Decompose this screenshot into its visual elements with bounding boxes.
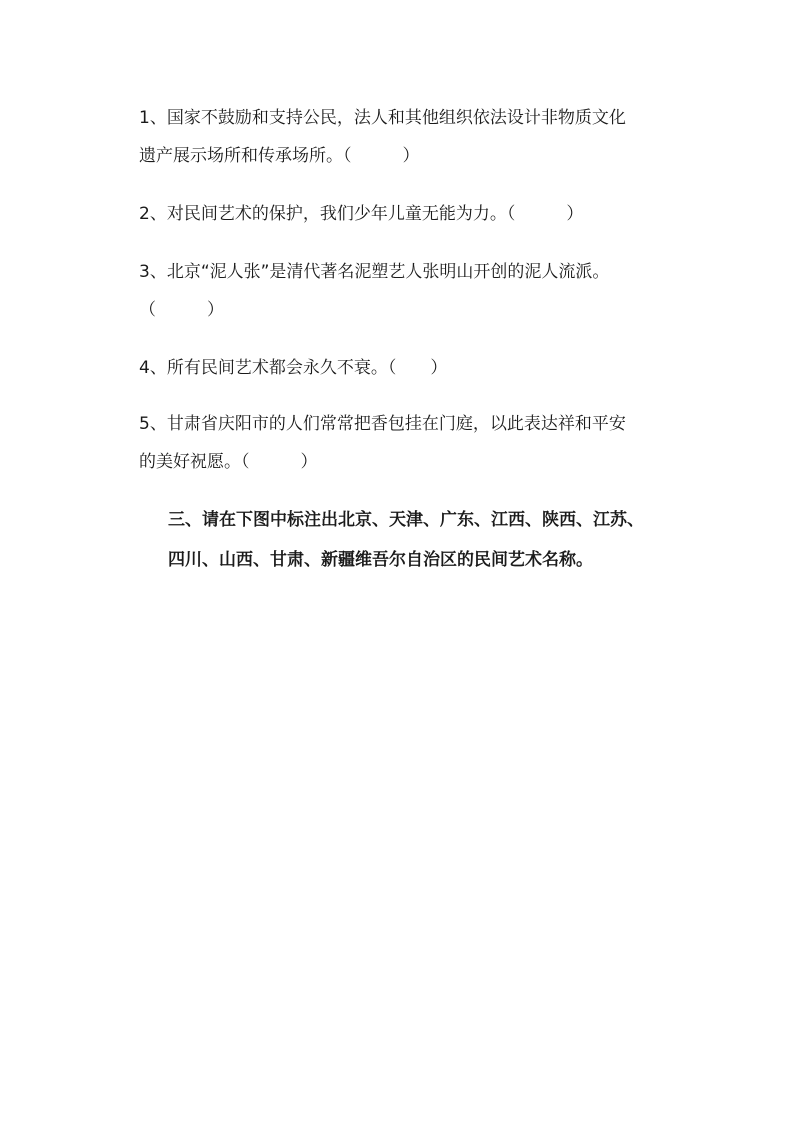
section-3-line-1: 三、请在下图中标注出北京、天津、广东、江西、陕西、江苏、: [168, 510, 644, 530]
question-3-line-1: 3、北京“泥人张”是清代著名泥塑艺人张明山开创的泥人流派。: [139, 262, 610, 282]
question-4-line-1: 4、所有民间艺术都会永久不衰。（ ）: [139, 358, 448, 378]
question-3: [139, 253, 679, 329]
section-3-heading: [168, 500, 688, 580]
question-5-line-1: 5、甘肃省庆阳市的人们常常把香包挂在门庭，以此表达祥和平安: [139, 414, 626, 434]
question-3-line-2: （ ）: [139, 300, 224, 320]
question-4: [139, 349, 679, 387]
question-1-line-1: 1、国家不鼓励和支持公民，法人和其他组织依法设计非物质文化: [139, 108, 626, 128]
question-2: [139, 195, 679, 233]
question-5-line-2: 的美好祝愿。（ ）: [139, 452, 318, 472]
question-1: [139, 99, 679, 175]
question-5: [139, 405, 679, 481]
section-3-line-2: 四川、山西、甘肃、新疆维吾尔自治区的民间艺术名称。: [168, 550, 593, 570]
question-1-line-2: 遗产展示场所和传承场所。（ ）: [139, 146, 420, 166]
question-2-line-1: 2、对民间艺术的保护，我们少年儿童无能为力。（ ）: [139, 204, 584, 224]
